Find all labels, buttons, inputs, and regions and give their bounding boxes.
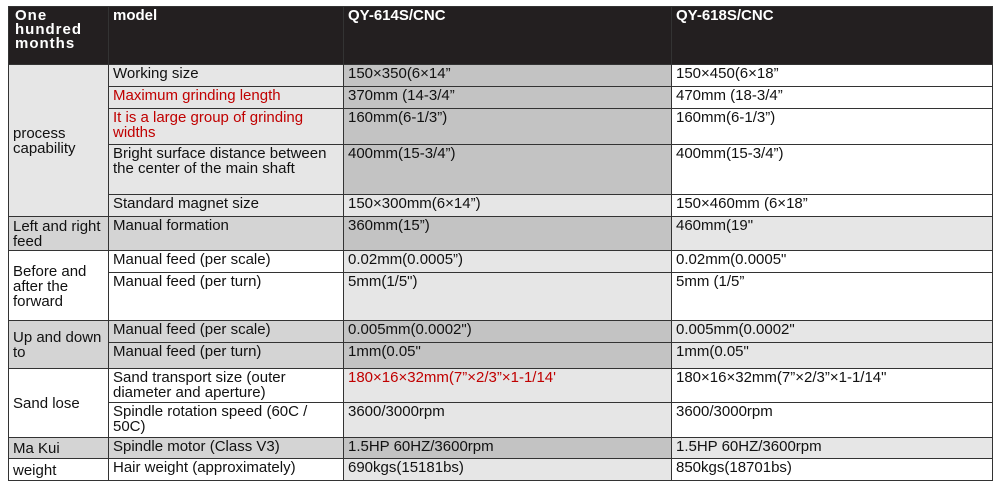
- category-sand-lose: Sand lose: [9, 369, 109, 438]
- header-model-label: model: [109, 7, 344, 65]
- table-row: [9, 403, 993, 438]
- row-value-model-2: 1mm(0.05": [672, 343, 993, 369]
- table-row: [9, 109, 993, 145]
- row-value-model-1: 3600/3000rpm: [344, 403, 672, 438]
- table-row: [9, 273, 993, 321]
- row-value-model-2: 470mm (18-3/4”: [672, 87, 993, 109]
- row-label: Bright surface distance between the center of the main shaft: [109, 145, 344, 195]
- row-value-model-1: 400mm(15-3/4”): [344, 145, 672, 195]
- header-corner: One hundred months: [9, 7, 109, 65]
- row-value-model-2: 1.5HP 60HZ/3600rpm: [672, 438, 993, 459]
- row-value-model-1: 1mm(0.05": [344, 343, 672, 369]
- category-process-capability: process capability: [9, 65, 109, 217]
- category-left-right-feed: Left and right feed: [9, 217, 109, 251]
- row-value-model-2: 0.005mm(0.0002": [672, 321, 993, 343]
- category-up-down: Up and down to: [9, 321, 109, 369]
- table-row: [9, 438, 993, 459]
- row-label: Manual formation: [109, 217, 344, 251]
- row-value-model-1: 370mm (14-3/4”: [344, 87, 672, 109]
- row-value-model-1: 5mm(1/5"): [344, 273, 672, 321]
- row-label: Spindle rotation speed (60C / 50C): [109, 403, 344, 438]
- table-row: [9, 65, 993, 87]
- table-row: [9, 195, 993, 217]
- row-value-model-2: 460mm(19": [672, 217, 993, 251]
- header-row: [9, 7, 993, 65]
- table-row: [9, 145, 993, 195]
- table-row: [9, 321, 993, 343]
- table-row: [9, 87, 993, 109]
- row-label: Sand transport size (outer diameter and aperture): [109, 369, 344, 403]
- row-value-model-2: 5mm (1/5”: [672, 273, 993, 321]
- row-value-model-1: 360mm(15”): [344, 217, 672, 251]
- row-value-model-2: 150×450(6×18”: [672, 65, 993, 87]
- row-value-model-2: 150×460mm (6×18”: [672, 195, 993, 217]
- category-before-after-forward: Before and after the forward: [9, 251, 109, 321]
- row-label: Manual feed (per turn): [109, 273, 344, 321]
- row-value-model-2: 0.02mm(0.0005": [672, 251, 993, 273]
- row-label: Spindle motor (Class V3): [109, 438, 344, 459]
- row-value-model-1: 1.5HP 60HZ/3600rpm: [344, 438, 672, 459]
- category-weight: weight: [9, 459, 109, 481]
- table-row: [9, 217, 993, 251]
- row-value-model-2: 160mm(6-1/3”): [672, 109, 993, 145]
- row-label: Manual feed (per scale): [109, 251, 344, 273]
- spec-table: [8, 6, 993, 481]
- header-model-1: QY-614S/CNC: [344, 7, 672, 65]
- row-value-model-1: 180×16×32mm(7”×2/3”×1-1/14': [344, 369, 672, 403]
- table-row: [9, 251, 993, 273]
- row-value-model-2: 400mm(15-3/4”): [672, 145, 993, 195]
- row-value-model-1: 690kgs(15181bs): [344, 459, 672, 481]
- table-row: [9, 369, 993, 403]
- row-label: Working size: [109, 65, 344, 87]
- row-label: Maximum grinding length: [109, 87, 344, 109]
- row-value-model-1: 0.02mm(0.0005”): [344, 251, 672, 273]
- table-row: [9, 343, 993, 369]
- row-label: Hair weight (approximately): [109, 459, 344, 481]
- row-value-model-1: 160mm(6-1/3”): [344, 109, 672, 145]
- row-value-model-1: 150×300mm(6×14”): [344, 195, 672, 217]
- row-label: Manual feed (per scale): [109, 321, 344, 343]
- row-value-model-2: 180×16×32mm(7”×2/3”×1-1/14": [672, 369, 993, 403]
- category-ma-kui: Ma Kui: [9, 438, 109, 459]
- row-value-model-2: 3600/3000rpm: [672, 403, 993, 438]
- row-value-model-1: 150×350(6×14”: [344, 65, 672, 87]
- row-value-model-1: 0.005mm(0.0002"): [344, 321, 672, 343]
- row-label: Manual feed (per turn): [109, 343, 344, 369]
- row-value-model-2: 850kgs(18701bs): [672, 459, 993, 481]
- spec-table-container: [8, 6, 992, 481]
- header-model-2: QY-618S/CNC: [672, 7, 993, 65]
- table-row: [9, 459, 993, 481]
- row-label: Standard magnet size: [109, 195, 344, 217]
- row-label: It is a large group of grinding widths: [109, 109, 344, 145]
